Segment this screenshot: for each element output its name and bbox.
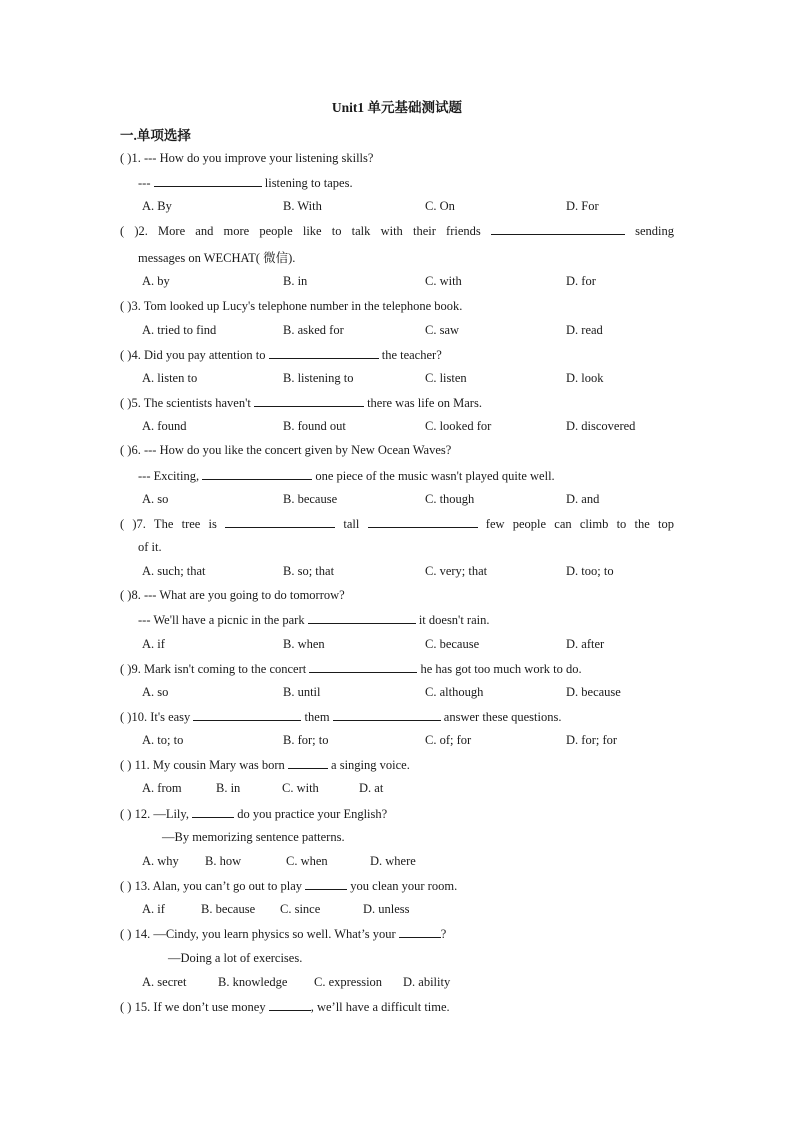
question-7-line-2: of it. bbox=[138, 540, 162, 554]
answer-suffix: one piece of the music wasn't played quite well. bbox=[312, 469, 555, 483]
answer-suffix: listening to tapes. bbox=[261, 176, 353, 190]
blank bbox=[193, 709, 301, 721]
blank bbox=[254, 395, 364, 407]
option-b: B. until bbox=[283, 685, 321, 699]
question-stem-end: ? bbox=[440, 927, 447, 941]
question-12 bbox=[120, 806, 387, 822]
question-9 bbox=[120, 661, 582, 677]
question-stem: ( )2. More and more people like to talk with their friends bbox=[120, 224, 491, 238]
option-a: A. tried to find bbox=[142, 323, 217, 337]
option-b: B. asked for bbox=[283, 323, 344, 337]
question-5 bbox=[120, 395, 482, 411]
question-stem-end: he has got too much work to do. bbox=[417, 662, 582, 676]
answer-prefix: --- Exciting, bbox=[138, 469, 203, 483]
option-c: C. of; for bbox=[425, 733, 472, 747]
blank bbox=[309, 661, 417, 673]
option-b: B. found out bbox=[283, 419, 346, 433]
option-c: C. very; that bbox=[425, 564, 488, 578]
question-stem-end: the teacher? bbox=[378, 348, 442, 362]
blank bbox=[288, 757, 328, 769]
option-d: D. at bbox=[359, 781, 384, 795]
question-10 bbox=[120, 709, 561, 725]
blank bbox=[202, 468, 312, 480]
blank bbox=[192, 806, 234, 818]
option-d: D. For bbox=[566, 199, 599, 213]
option-a: A. listen to bbox=[142, 371, 198, 385]
question-1-answer-line bbox=[138, 175, 353, 191]
question-stem-end: few people can climb to the top bbox=[477, 517, 675, 531]
blank bbox=[225, 516, 335, 528]
option-c: C. with bbox=[425, 274, 462, 288]
question-8: ( )8. --- What are you going to do tomorrow? bbox=[120, 588, 345, 602]
option-c: C. though bbox=[425, 492, 475, 506]
option-c: C. listen bbox=[425, 371, 467, 385]
question-stem-end: , we’ll have a difficult time. bbox=[310, 1000, 450, 1014]
option-a: A. from bbox=[142, 781, 182, 795]
option-b: B. listening to bbox=[283, 371, 354, 385]
option-c: C. saw bbox=[425, 323, 460, 337]
option-a: A. if bbox=[142, 637, 165, 651]
option-b: B. because bbox=[201, 902, 256, 916]
option-c: C. when bbox=[286, 854, 328, 868]
option-d: D. too; to bbox=[566, 564, 614, 578]
blank bbox=[305, 878, 347, 890]
question-stem-end: a singing voice. bbox=[327, 758, 410, 772]
blank bbox=[333, 709, 441, 721]
question-11 bbox=[120, 757, 410, 773]
option-b: B. knowledge bbox=[218, 975, 288, 989]
option-b: B. when bbox=[283, 637, 325, 651]
option-a: A. why bbox=[142, 854, 179, 868]
question-stem: ( )5. The scientists haven't bbox=[120, 396, 254, 410]
option-c: C. since bbox=[280, 902, 321, 916]
question-stem: ( )1. --- How do you improve your listening skills? bbox=[120, 151, 374, 165]
option-c: C. looked for bbox=[425, 419, 492, 433]
option-c: C. because bbox=[425, 637, 480, 651]
answer-prefix: --- bbox=[138, 176, 154, 190]
option-a: A. found bbox=[142, 419, 187, 433]
option-a: A. if bbox=[142, 902, 165, 916]
question-14-line-2: —Doing a lot of exercises. bbox=[168, 951, 303, 965]
question-stem-end: there was life on Mars. bbox=[363, 396, 482, 410]
question-stem-end: sending bbox=[624, 224, 674, 238]
question-2-line-2: messages on WECHAT( 微信). bbox=[138, 251, 296, 265]
answer-suffix: it doesn't rain. bbox=[415, 613, 490, 627]
question-7 bbox=[120, 516, 674, 532]
option-c: C. On bbox=[425, 199, 455, 213]
option-a: A. so bbox=[142, 492, 169, 506]
blank bbox=[399, 926, 441, 938]
question-stem: ( ) 11. My cousin Mary was born bbox=[120, 758, 288, 772]
option-a: A. By bbox=[142, 199, 172, 213]
question-stem: ( )9. Mark isn't coming to the concert bbox=[120, 662, 310, 676]
question-15 bbox=[120, 999, 450, 1015]
option-d: D. and bbox=[566, 492, 600, 506]
option-d: D. where bbox=[370, 854, 416, 868]
option-d: D. for; for bbox=[566, 733, 618, 747]
option-b: B. in bbox=[216, 781, 241, 795]
question-4 bbox=[120, 347, 442, 363]
question-stem-end: you clean your room. bbox=[347, 879, 458, 893]
question-stem-mid: tall bbox=[335, 517, 368, 531]
option-c: C. expression bbox=[314, 975, 383, 989]
answer-prefix: --- We'll have a picnic in the park bbox=[138, 613, 308, 627]
question-1 bbox=[120, 151, 373, 166]
option-b: B. in bbox=[283, 274, 308, 288]
option-a: A. to; to bbox=[142, 733, 184, 747]
question-2 bbox=[120, 223, 674, 239]
blank bbox=[269, 999, 311, 1011]
question-stem: ( ) 13. Alan, you can’t go out to play bbox=[120, 879, 306, 893]
option-b: B. With bbox=[283, 199, 322, 213]
option-d: D. look bbox=[566, 371, 604, 385]
option-b: B. so; that bbox=[283, 564, 335, 578]
question-stem-mid: them bbox=[301, 710, 333, 724]
question-12-line-2: —By memorizing sentence patterns. bbox=[162, 830, 345, 844]
page-title: Unit1 单元基础测试题 bbox=[331, 100, 463, 115]
blank bbox=[154, 175, 262, 187]
option-d: D. unless bbox=[363, 902, 410, 916]
option-b: B. because bbox=[283, 492, 338, 506]
option-d: D. ability bbox=[403, 975, 451, 989]
question-stem: ( ) 12. —Lily, bbox=[120, 807, 193, 821]
option-a: A. by bbox=[142, 274, 170, 288]
option-d: D. discovered bbox=[566, 419, 636, 433]
question-stem: ( )7. The tree is bbox=[120, 517, 226, 531]
option-d: D. after bbox=[566, 637, 605, 651]
question-6: ( )6. --- How do you like the concert given by New Ocean Waves? bbox=[120, 443, 452, 457]
question-14 bbox=[120, 926, 446, 942]
blank bbox=[491, 223, 625, 235]
section-heading: 一.单项选择 bbox=[120, 128, 191, 143]
question-3: ( )3. Tom looked up Lucy's telephone number in the telephone book. bbox=[120, 299, 463, 313]
option-a: A. such; that bbox=[142, 564, 206, 578]
option-b: B. how bbox=[205, 854, 242, 868]
option-a: A. secret bbox=[142, 975, 187, 989]
question-stem-end: answer these questions. bbox=[440, 710, 562, 724]
question-stem-end: do you practice your English? bbox=[234, 807, 388, 821]
question-6-answer-line bbox=[138, 468, 555, 484]
option-d: D. read bbox=[566, 323, 603, 337]
blank bbox=[269, 347, 379, 359]
blank bbox=[308, 612, 416, 624]
option-a: A. so bbox=[142, 685, 169, 699]
question-8-answer-line bbox=[138, 612, 489, 628]
question-stem: ( ) 15. If we don’t use money bbox=[120, 1000, 269, 1014]
question-stem: ( )10. It's easy bbox=[120, 710, 194, 724]
option-c: C. although bbox=[425, 685, 484, 699]
option-c: C. with bbox=[282, 781, 319, 795]
option-d: D. for bbox=[566, 274, 596, 288]
blank bbox=[368, 516, 478, 528]
option-b: B. for; to bbox=[283, 733, 329, 747]
question-stem: ( ) 14. —Cindy, you learn physics so well. What’s your bbox=[120, 927, 399, 941]
question-13 bbox=[120, 878, 457, 894]
question-stem: ( )4. Did you pay attention to bbox=[120, 348, 269, 362]
option-d: D. because bbox=[566, 685, 621, 699]
